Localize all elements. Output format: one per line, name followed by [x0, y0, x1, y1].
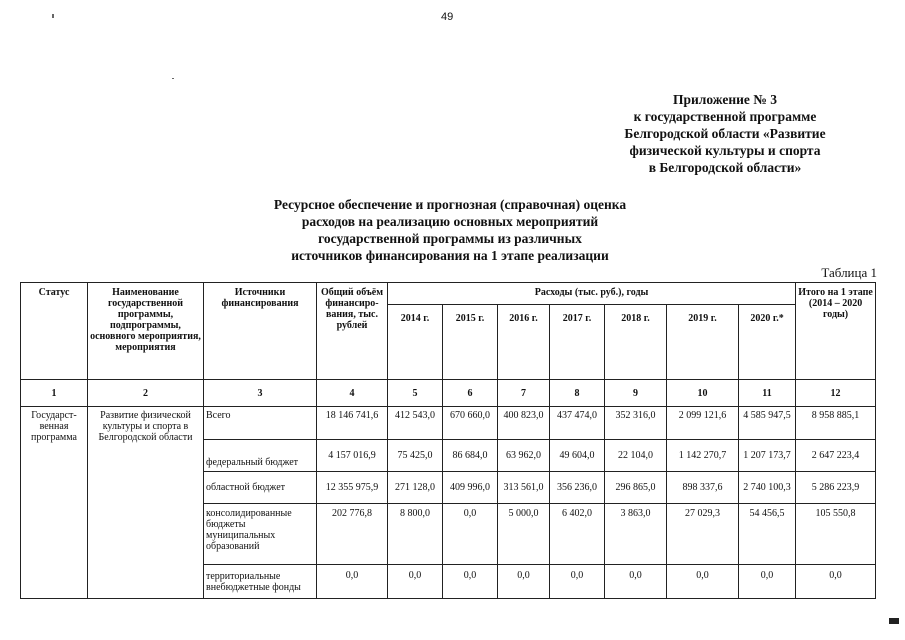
document-heading	[240, 196, 660, 264]
year-cell: 0,0	[388, 565, 443, 599]
source-cell: территориальные внебюджетные фонды	[204, 565, 317, 599]
year-cell: 0,0	[443, 565, 498, 599]
header-year: 2019 г.	[667, 305, 739, 380]
year-cell: 5 000,0	[498, 504, 550, 565]
header-status: Статус	[21, 283, 88, 380]
stage-total-cell: 8 958 885,1	[796, 407, 876, 440]
year-cell: 0,0	[498, 565, 550, 599]
heading-line: источников финансирования на 1 этапе реализации	[291, 248, 609, 263]
header-year: 2017 г.	[550, 305, 605, 380]
year-cell: 1 142 270,7	[667, 440, 739, 472]
year-cell: 296 865,0	[605, 472, 667, 504]
column-index-row	[21, 380, 876, 407]
header-year: 2014 г.	[388, 305, 443, 380]
year-cell: 0,0	[443, 504, 498, 565]
year-cell: 400 823,0	[498, 407, 550, 440]
appendix-line: в Белгородской области»	[648, 160, 802, 175]
source-cell: Всего	[204, 407, 317, 440]
year-cell: 0,0	[739, 565, 796, 599]
stage-total-cell: 2 647 223,4	[796, 440, 876, 472]
year-cell: 409 996,0	[443, 472, 498, 504]
year-cell: 27 029,3	[667, 504, 739, 565]
stage-total-cell: 5 286 223,9	[796, 472, 876, 504]
year-cell: 8 800,0	[388, 504, 443, 565]
year-cell: 86 684,0	[443, 440, 498, 472]
column-index: 1	[21, 380, 88, 407]
source-cell: областной бюджет	[204, 472, 317, 504]
total-cell: 18 146 741,6	[317, 407, 388, 440]
total-cell: 12 355 975,9	[317, 472, 388, 504]
table-label: Таблица 1	[821, 265, 877, 280]
header-stage-total: Итого на 1 этапе (2014 – 2020 годы)	[796, 283, 876, 380]
year-cell: 0,0	[667, 565, 739, 599]
appendix-line: Приложение № 3	[673, 92, 777, 107]
header-sources: Источники финансирования	[204, 283, 317, 380]
header-year: 2018 г.	[605, 305, 667, 380]
year-cell: 412 543,0	[388, 407, 443, 440]
year-cell: 0,0	[605, 565, 667, 599]
header-year: 2020 г.*	[739, 305, 796, 380]
year-cell: 670 660,0	[443, 407, 498, 440]
year-cell: 2 740 100,3	[739, 472, 796, 504]
heading-line: государственной программы из различных	[318, 231, 582, 246]
appendix-line: Белгородской области «Развитие	[624, 126, 826, 141]
header-total: Общий объём финансиро-вания, тыс. рублей	[317, 283, 388, 380]
scan-speck	[889, 618, 899, 624]
stage-total-cell: 0,0	[796, 565, 876, 599]
appendix-line: физической культуры и спорта	[629, 143, 821, 158]
column-index: 10	[667, 380, 739, 407]
year-cell: 63 962,0	[498, 440, 550, 472]
column-index: 2	[88, 380, 204, 407]
column-index: 4	[317, 380, 388, 407]
year-cell: 356 236,0	[550, 472, 605, 504]
header-year: 2015 г.	[443, 305, 498, 380]
column-index: 7	[498, 380, 550, 407]
column-index: 11	[739, 380, 796, 407]
year-cell: 1 207 173,7	[739, 440, 796, 472]
column-index: 3	[204, 380, 317, 407]
year-cell: 437 474,0	[550, 407, 605, 440]
column-index: 9	[605, 380, 667, 407]
year-cell: 6 402,0	[550, 504, 605, 565]
year-cell: 49 604,0	[550, 440, 605, 472]
source-cell: консолидированные бюджеты муниципальных образований	[204, 504, 317, 565]
table-row	[21, 407, 876, 440]
year-cell: 2 099 121,6	[667, 407, 739, 440]
year-cell: 22 104,0	[605, 440, 667, 472]
year-cell: 4 585 947,5	[739, 407, 796, 440]
column-index: 6	[443, 380, 498, 407]
column-index: 12	[796, 380, 876, 407]
header-name: Наименование государственной программы, подпрограммы, основного мероприятия, мероприятия	[88, 283, 204, 380]
total-cell: 4 157 016,9	[317, 440, 388, 472]
heading-line: расходов на реализацию основных мероприятий	[301, 214, 599, 229]
financing-table	[20, 282, 876, 599]
year-cell: 75 425,0	[388, 440, 443, 472]
header-expenses: Расходы (тыс. руб.), годы	[388, 283, 796, 305]
heading-line: Ресурсное обеспечение и прогнозная (справочная) оценка	[273, 197, 627, 212]
status-cell: Государст-венная программа	[21, 407, 88, 599]
year-cell: 898 337,6	[667, 472, 739, 504]
stage-total-cell: 105 550,8	[796, 504, 876, 565]
page-number: 49	[441, 11, 454, 23]
year-cell: 271 128,0	[388, 472, 443, 504]
program-name-cell: Развитие физической культуры и спорта в Белгородской области	[88, 407, 204, 599]
column-index: 5	[388, 380, 443, 407]
scan-speck	[52, 14, 54, 18]
year-cell: 3 863,0	[605, 504, 667, 565]
year-cell: 313 561,0	[498, 472, 550, 504]
year-cell: 54 456,5	[739, 504, 796, 565]
total-cell: 0,0	[317, 565, 388, 599]
year-cell: 0,0	[550, 565, 605, 599]
year-cell: 352 316,0	[605, 407, 667, 440]
source-cell: федеральный бюджет	[204, 440, 317, 472]
appendix-line: к государственной программе	[633, 109, 817, 124]
header-year: 2016 г.	[498, 305, 550, 380]
appendix-note	[600, 91, 850, 176]
column-index: 8	[550, 380, 605, 407]
total-cell: 202 776,8	[317, 504, 388, 565]
scan-speck	[172, 78, 174, 79]
